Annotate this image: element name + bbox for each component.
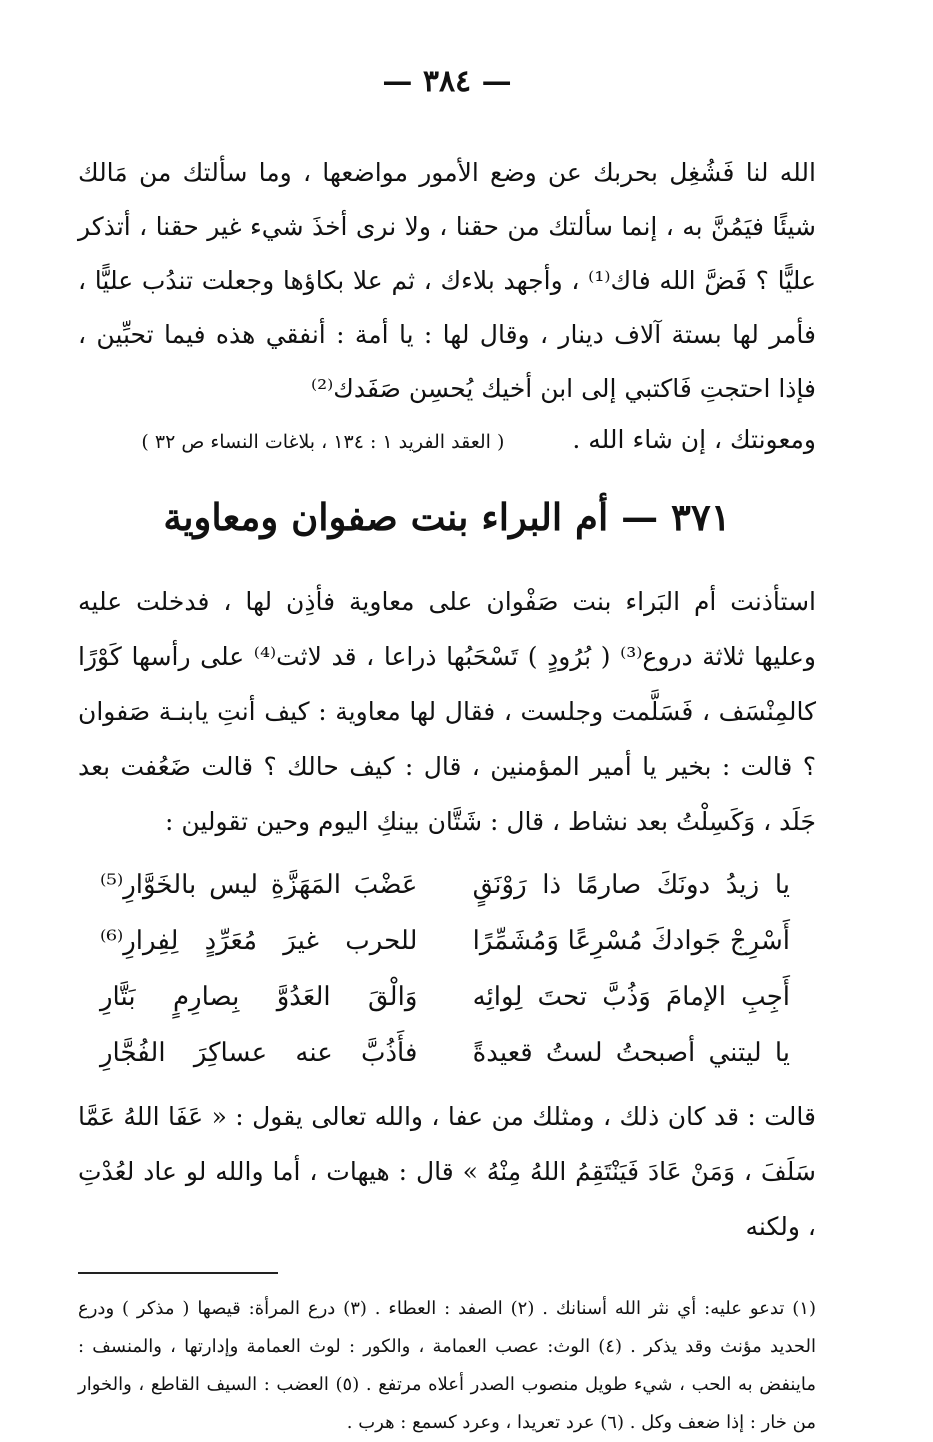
verse-first-hemistich: أَسْرِجْ جَوادكَ مُسْرِعًا وَمُشَمِّرًا [472, 926, 790, 956]
source-citation: ( العقد الفريد ١ : ١٣٤ ، بلاغات النساء ص ٣٢ ) [141, 431, 505, 453]
verse-first-hemistich: يا ليتني أصبحتُ لستُ قعيدةً [472, 1038, 790, 1068]
footnote-divider [78, 1272, 278, 1274]
poem-verse [78, 1025, 816, 1081]
poem-verse [78, 913, 816, 969]
source-line [78, 420, 816, 460]
verse-second-hemistich: للحرب غيرَ مُعَرِّدٍ لِفِرارِ⁽⁶⁾ [100, 926, 418, 956]
page-number: — ٣٨٤ — [382, 64, 512, 99]
top-paragraph: الله لنا فَشُغِل بحربك عن وضع الأمور مواضعها ، وما سألتك من مَالك شيئًا فيَمُنَّ به ، إنما سألتك من حقنا ، ولا نرى أخذَ شيء غير حقنا ، أتذكر عليًّا ؟ فَضَّ الله فاك⁽¹⁾ ، وأجهد بلاءك ، ثم علا بكاؤها وجعلت تندُب عليًّا ، فأمر لها بستة آلاف دينار ، وقال لها : يا أمة : أنفقي هذه فيما تحبِّين ، فإذا احتجتِ فَاكتبي إلى ابن أخيك يُحسِن صَفَدك⁽²⁾ [78, 158, 817, 403]
footnotes: (١) تدعو عليه: أي نثر الله أسنانك . (٢) الصفد : العطاء . (٣) درع المرأة: قيصها ( مذكر ) ودرع الحديد مؤنث وقد يذكر . (٤) الوث: عصب العمامة ، والكور : لوث العمامة وإدارتها ، والمنسف : ماينفض به الحب ، شيء طويل منصوب الصدر أعلاه مرتفع . (٥) العضب : السيف القاطع ، والخوار من خار : إذا ضعف وكل . (٦) عرد تعريدا ، وعرد كسمع : هرب . [78, 1298, 816, 1433]
verse-second-hemistich: فأَذُبَّ عنه عساكِرَ الفُجَّارِ [100, 1038, 418, 1068]
book-page [78, 60, 817, 1433]
verse-first-hemistich: يا زيدُ دونَكَ صارمًا ذا رَوْنَقٍ [472, 870, 790, 900]
poem-verse [78, 969, 816, 1025]
poem-verse [78, 857, 816, 913]
poem [78, 857, 816, 1081]
body-paragraph: استأذنت أم البَراء بنت صَفْوان على معاوية فأذِن لها ، فدخلت عليه وعليها ثلاثة دروع⁽³⁾ ( بُرُودٍ ) تَسْحَبُها ذراعا ، قد لاثت⁽⁴⁾ على رأسها كَوْرًا كالمِنْسَف ، فَسَلَّمت وجلست ، فقال لها معاوية : كيف أنتِ يابنـة صَفوان ؟ قالت : بخير يا أمير المؤمنين ، قال : كيف حالك ؟ قالت ضَعُفت بعد جَلَد ، وَكَسِلْتُ بعد نشاط ، قال : شَتَّان بينكِ اليوم وحين تقولين : [78, 587, 816, 836]
verse-second-hemistich: عَضْبَ المَهَزَّةِ ليس بالخَوَّارِ⁽⁵⁾ [100, 870, 418, 900]
verse-second-hemistich: وَالْقَ العَدُوَّ بِصارِمٍ بَتَّارِ [100, 982, 418, 1012]
closing-paragraph: قالت : قد كان ذلك ، ومثلك من عفا ، والله تعالى يقول : « عَفَا اللهُ عَمَّا سَلَفَ ، وَمَنْ عَادَ فَيَنْتَقِمُ اللهُ مِنْهُ » قال : هيهات ، أما والله لو عاد لعُدْتِ ، ولكنه [78, 1102, 816, 1241]
section-heading: ٣٧١ — أم البراء بنت صفوان ومعاوية [163, 495, 731, 539]
verse-first-hemistich: أَجِبِ الإمامَ وَذُبَّ تحتَ لِوائِه [472, 982, 790, 1012]
source-line-text: ومعونتك ، إن شاء الله . [572, 425, 816, 454]
